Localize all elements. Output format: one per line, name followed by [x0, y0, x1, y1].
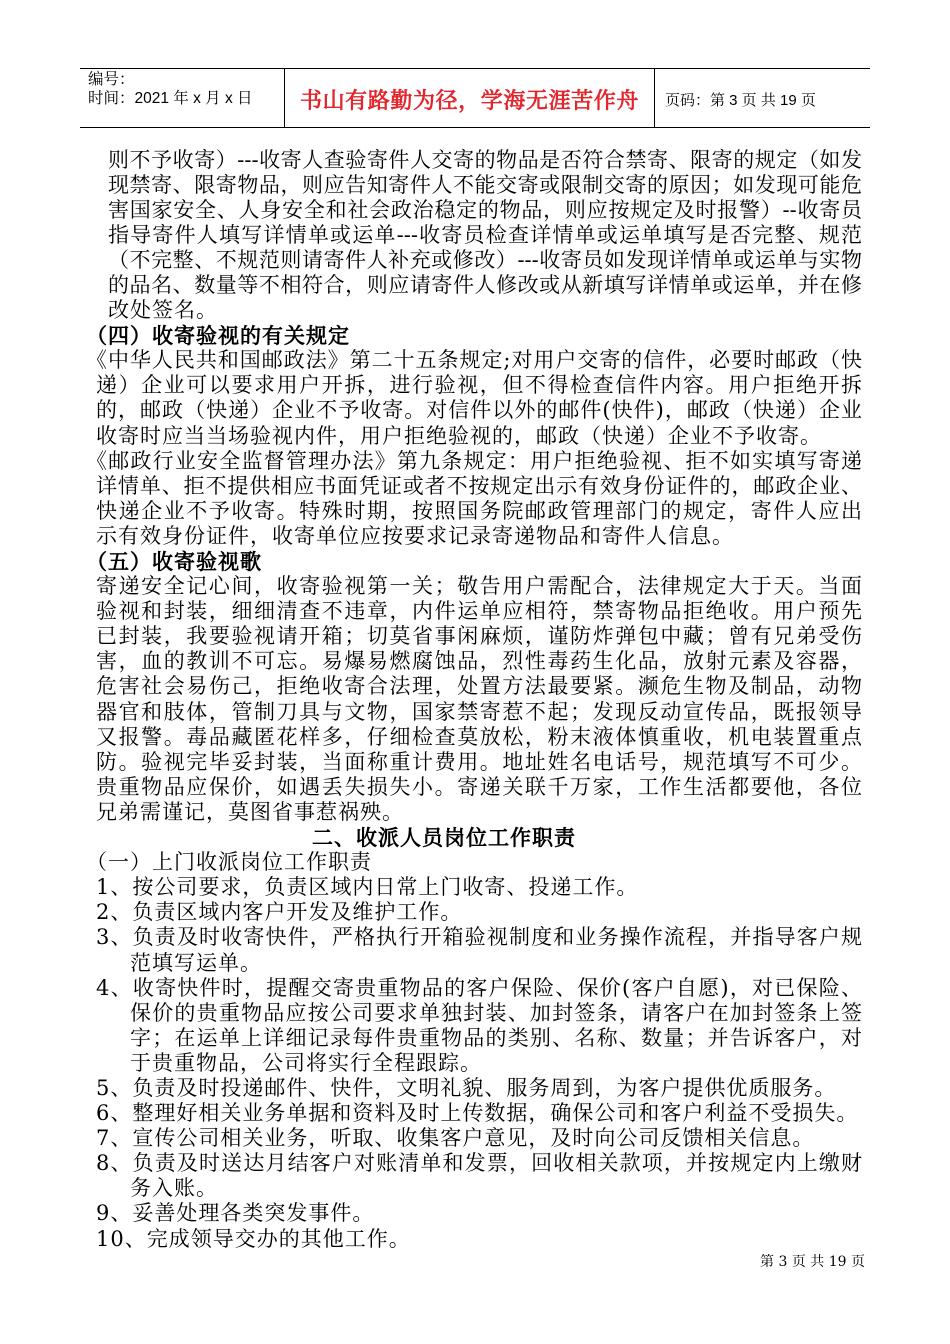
song-line: 危害社会易伤己，拒绝收寄合法理，处置方法最要紧。濒危生物及制品，动物 — [96, 674, 862, 699]
postal-law-line: 《中华人民共和国邮政法》第二十五条规定;对用户交寄的信件，必要时邮政（快 — [86, 348, 862, 373]
procedure-line: 改处签名。 — [108, 298, 218, 323]
duty-1-line: 1、按公司要求，负责区域内日常上门收寄、投递工作。 — [96, 875, 639, 900]
procedure-line: 现禁寄、限寄物品，则应告知寄件人不能交寄或限制交寄的原因；如发现可能危 — [108, 172, 862, 197]
page-header — [80, 68, 870, 128]
procedure-line: 指导寄件人填写详情单或运单---收寄员检查详情单或运单填写是否完整、规范 — [108, 222, 862, 247]
header-motto: 书山有路勤为径，学海无涯苦作舟 — [299, 88, 639, 113]
safety-regulation-line: 《邮政行业安全监督管理办法》第九条规定：用户拒绝验视、拒不如实填写寄递 — [86, 448, 862, 473]
song-line: 验视和封装，细细清查不违章，内件运单应相符，禁寄物品拒绝收。用户预先 — [96, 599, 862, 624]
inspection-procedure-paragraph — [0, 148, 950, 324]
procedure-line: （不完整、不规范则请寄件人补充或修改）---收寄员如发现详情单或运单与实物 — [108, 247, 862, 272]
footer-page-number: 第 3 页 共 19 页 — [760, 1254, 865, 1270]
duty-6-line: 6、整理好相关业务单据和资料及时上传数据，确保公司和客户利益不受损失。 — [96, 1101, 859, 1126]
duty-4-line: 保价的贵重物品应按公司要求单独封装、加封签条，请客户在加封签条上签 — [130, 1000, 862, 1025]
procedure-line: 害国家安全、人身安全和社会政治稳定的物品，则应按规定及时报警）--收寄员 — [108, 197, 862, 222]
song-line: 已封装，我要验视请开箱；切莫省事闲麻烦，谨防炸弹包中藏；曾有兄弟受伤 — [96, 624, 862, 649]
duty-4-line: 字；在运单上详细记录每件贵重物品的类别、名称、数量；并告诉客户，对 — [130, 1025, 862, 1050]
duty-2-line: 2、负责区域内客户开发及维护工作。 — [96, 900, 463, 925]
song-line: 贵重物品应保价，如遇丢失损失小。寄递关联千万家，工作生活都要他，各位 — [96, 774, 862, 799]
safety-regulation-line: 快递企业不予收寄。特殊时期，按照国务院邮政管理部门的规定，寄件人应出 — [96, 498, 862, 523]
postal-law-line: 收寄时应当当场验视内件，用户拒绝验视的，邮政（快递）企业不予收寄。 — [96, 423, 822, 448]
song-line: 器官和肢体，管制刀具与文物，国家禁寄惹不起；发现反动宣传品，既报领导 — [96, 699, 862, 724]
part-2-heading: 二、收派人员岗位工作职责 — [312, 825, 576, 851]
header-meta-cell — [80, 69, 285, 127]
safety-regulation-paragraph — [0, 449, 950, 549]
section-5-heading: （五）收寄验视歌 — [86, 549, 262, 574]
procedure-line: 的品名、数量等不相符合，则应请寄件人修改或从新填写详情单或运单，并在修 — [108, 272, 862, 297]
header-motto-cell — [285, 69, 655, 127]
song-line: 防。验视完毕妥封装，当面称重计费用。地址姓名电话号，规范填写不可少。 — [96, 749, 862, 774]
duty-4-line: 于贵重物品，公司将实行全程跟踪。 — [130, 1050, 482, 1075]
header-page-cell — [655, 69, 870, 127]
section-4-heading: （四）收寄验视的有关规定 — [86, 323, 350, 349]
duty-10-line: 10、完成领导交办的其他工作。 — [96, 1226, 411, 1251]
postal-law-paragraph — [0, 348, 950, 448]
song-line: 又报警。毒品藏匿花样多，仔细检查莫放松，粉末液体慎重收，机电装置重点 — [96, 724, 862, 749]
document-number-label: 编号： — [88, 71, 135, 88]
document-date-label: 时间：2021 年 x 月 x 日 — [88, 90, 253, 107]
inspection-song-paragraph — [0, 574, 950, 825]
document-body — [0, 148, 950, 1252]
safety-regulation-line: 详情单、拒不提供相应书面凭证或者不按规定出示有效身份证件的，邮政企业、 — [96, 473, 862, 498]
duty-8-line: 务入账。 — [130, 1176, 218, 1201]
duty-4-line: 4、收寄快件时，提醒交寄贵重物品的客户保险、保价(客户自愿)，对已保险、 — [96, 975, 862, 1000]
duty-3-line: 范填写运单。 — [130, 950, 262, 975]
safety-regulation-line: 示有效身份证件，收寄单位应按要求记录寄递物品和寄件人信息。 — [96, 523, 734, 548]
header-page-number: 页码：第 3 页 共 19 页 — [665, 92, 816, 109]
part-2-sub-heading: （一）上门收派岗位工作职责 — [86, 850, 372, 875]
song-line: 害，血的教训不可忘。易爆易燃腐蚀品，烈性毒药生化品，放射元素及容器， — [96, 649, 862, 674]
duty-5-line: 5、负责及时投递邮件、快件，文明礼貌、服务周到，为客户提供优质服务。 — [96, 1075, 837, 1100]
song-line: 寄递安全记心间，收寄验视第一关；敬告用户需配合，法律规定大于天。当面 — [96, 574, 862, 599]
procedure-line: 则不予收寄）---收寄人查验寄件人交寄的物品是否符合禁寄、限寄的规定（如发 — [108, 147, 862, 172]
duty-9-line: 9、妥善处理各类突发事件。 — [96, 1201, 375, 1226]
postal-law-line: 递）企业可以要求用户开拆，进行验视，但不得检查信件内容。用户拒绝开拆 — [96, 373, 862, 398]
postal-law-line: 的，邮政（快递）企业不予收寄。对信件以外的邮件(快件)，邮政（快递）企业 — [96, 398, 862, 423]
duty-7-line: 7、宣传公司相关业务，听取、收集客户意见，及时向公司反馈相关信息。 — [96, 1126, 815, 1151]
duty-8-line: 8、负责及时送达月结客户对账清单和发票，回收相关款项，并按规定内上缴财 — [96, 1151, 862, 1176]
song-line: 兄弟需谨记，莫图省事惹祸殃。 — [96, 799, 404, 824]
duties-list — [0, 875, 950, 1251]
duty-3-line: 3、负责及时收寄快件，严格执行开箱验视制度和业务操作流程，并指导客户规 — [96, 925, 862, 950]
